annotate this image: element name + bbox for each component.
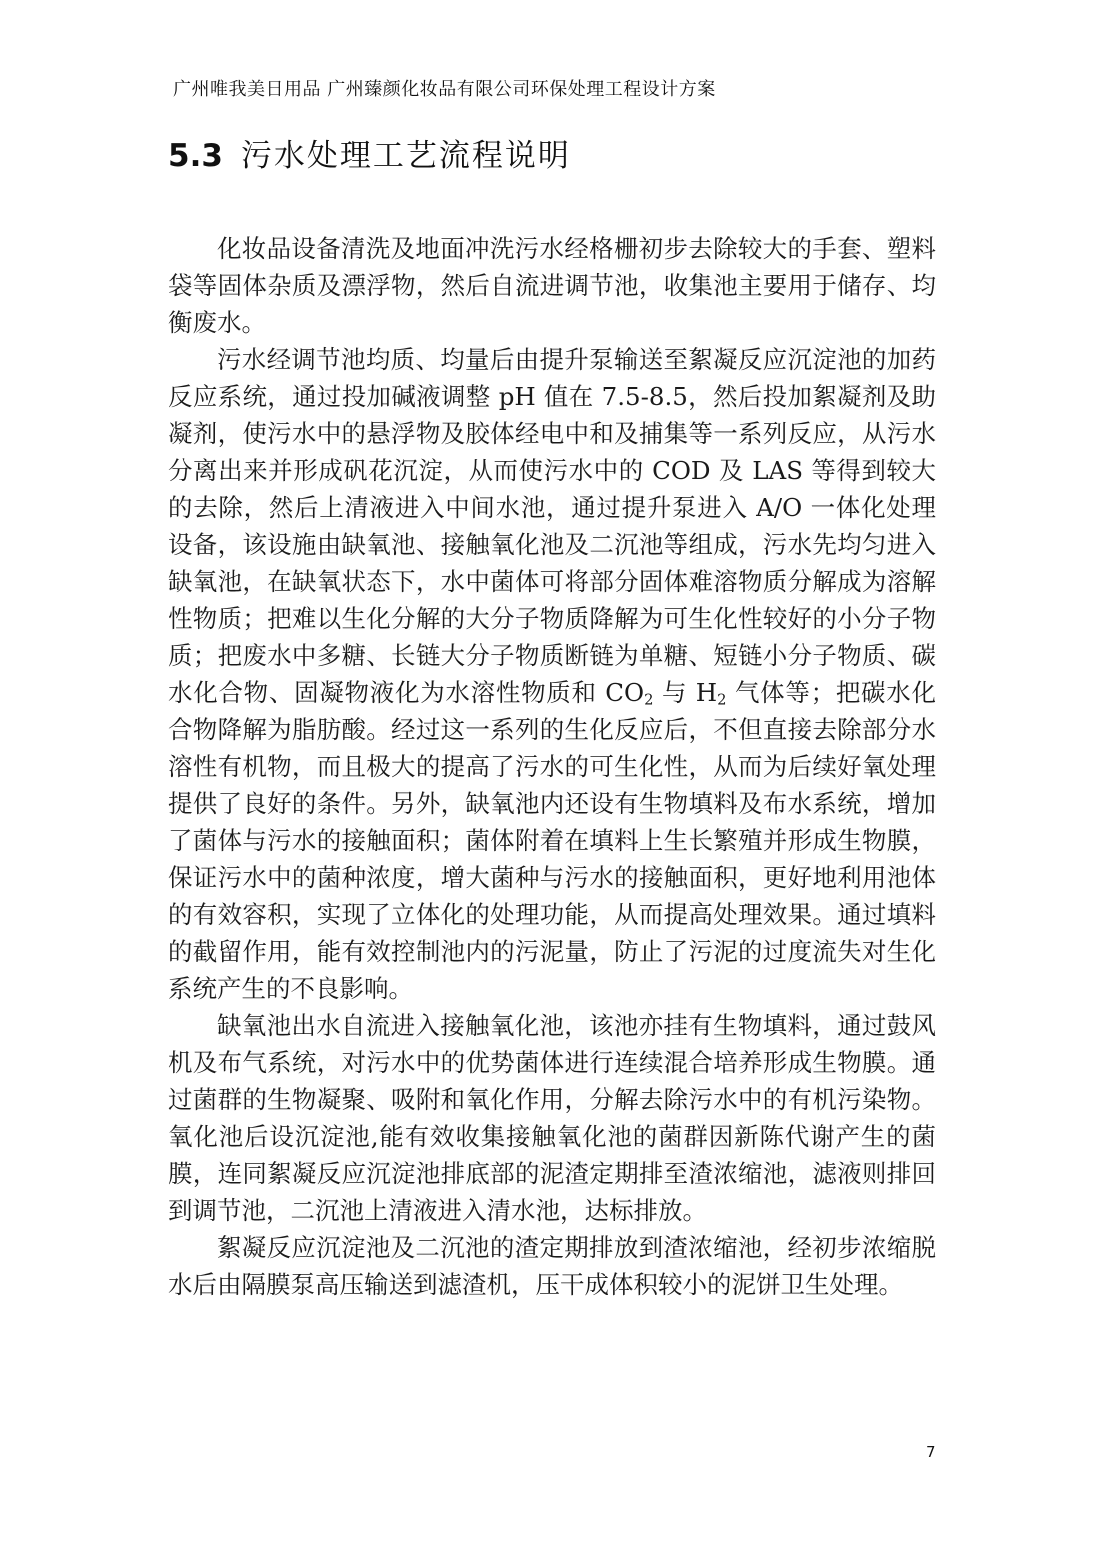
running-header: 广州唯我美日用品 广州臻颜化妆品有限公司环保处理工程设计方案: [173, 79, 716, 100]
paragraph-text-part: 气体等；把碳水化合物降解为脂肪酸。经过这一系列的生化反应后，不但直接去除部分水溶性有机物，而且极大的提高了污水的可生化性，从而为后续好氧处理提供了良好的条件。另外，缺氧池内还设有生物填料及布水系统，增加了菌体与污水的接触面积；菌体附着在填料上生长繁殖并形成生物膜，保证污水中的菌种浓度，增大菌种与污水的接触面积，更好地利用池体的有效容积，实现了立体化的处理功能，从而提高处理效果。通过填料的截留作用，能有效控制池内的污泥量，防止了污泥的过度流失对生化系统产生的不良影响。: [168, 678, 936, 1003]
paragraph-treatment-process: [168, 341, 936, 1007]
paragraph-text-part: 污水经调节池均质、均量后由提升泵输送至絮凝反应沉淀池的加药反应系统，通过投加碱液调整 pH 值在 7.5-8.5，然后投加絮凝剂及助凝剂，使污水中的悬浮物及胶体经电中和及捕集等一系列反应，从污水分离出来并形成矾花沉淀，从而使污水中的 COD 及 LAS 等得到较大的去除，然后上清液进入中间水池，通过提升泵进入 A/O 一体化处理设备，该设施由缺氧池、接触氧化池及二沉池等组成，污水先均匀进入缺氧池，在缺氧状态下，水中菌体可将部分固体难溶物质分解成为溶解性物质；把难以生化分解的大分子物质降解为可生化性较好的小分子物质；把废水中多糖、长链大分子物质断链为单糖、短链小分子物质、碳水化合物、固凝物液化为水溶性物质和 CO: [168, 345, 936, 707]
section-title: 污水处理工艺流程说明: [240, 138, 571, 174]
paragraph-text-part: 与 H: [653, 678, 718, 707]
paragraph-contact-oxidation: 缺氧池出水自流进入接触氧化池，该池亦挂有生物填料，通过鼓风机及布气系统，对污水中的优势菌体进行连续混合培养形成生物膜。通过菌群的生物凝聚、吸附和氧化作用，分解去除污水中的有机污染物。氧化池后设沉淀池,能有效收集接触氧化池的菌群因新陈代谢产生的菌膜，连同絮凝反应沉淀池排底部的泥渣定期排至渣浓缩池，滤液则排回到调节池，二沉池上清液进入清水池，达标排放。: [168, 1011, 936, 1225]
paragraph-sludge-handling: 絮凝反应沉淀池及二沉池的渣定期排放到渣浓缩池，经初步浓缩脱水后由隔膜泵高压输送到滤渣机，压干成体积较小的泥饼卫生处理。: [168, 1233, 936, 1299]
section-number: 5.3: [168, 138, 223, 174]
body-text: [168, 230, 936, 1303]
section-heading: [168, 134, 571, 178]
co2-subscript: 2: [644, 691, 654, 709]
h2-subscript: 2: [717, 691, 727, 709]
page-number: 7: [926, 1443, 936, 1461]
paragraph-collection: 化妆品设备清洗及地面冲洗污水经格栅初步去除较大的手套、塑料袋等固体杂质及漂浮物，然后自流进调节池，收集池主要用于储存、均衡废水。: [168, 234, 936, 337]
